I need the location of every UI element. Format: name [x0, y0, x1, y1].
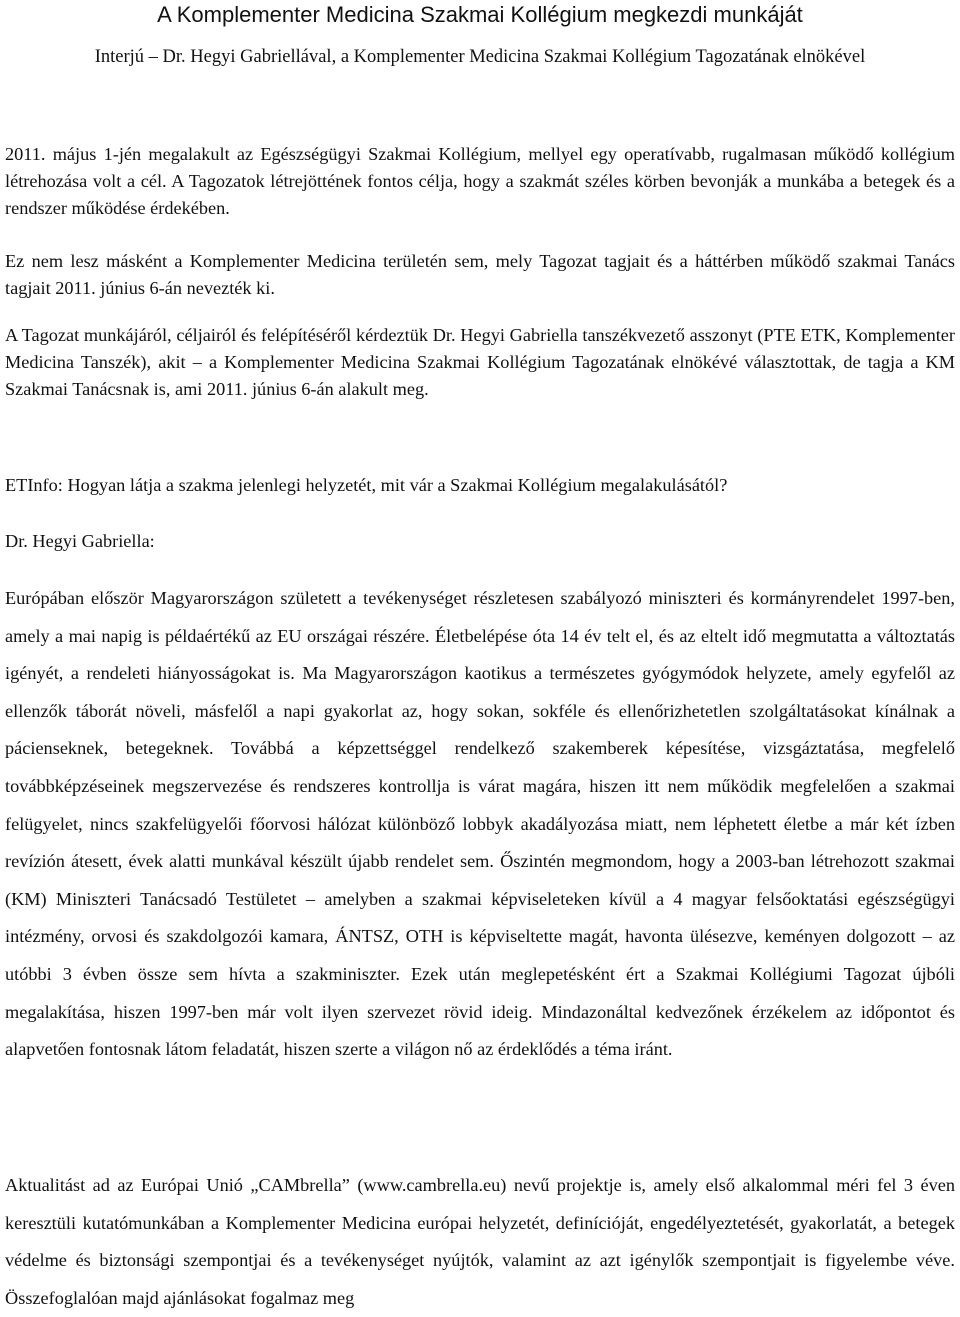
appointment-paragraph: Ez nem lesz másként a Komplementer Medicina területén sem, mely Tagozat tagjait és a háttérben működő szakmai Tanács tagjait 2011. június 6-án nevezték ki. — [5, 251, 955, 298]
interviewee-paragraph: A Tagozat munkájáról, céljairól és felépítéséről kérdeztük Dr. Hegyi Gabriella tanszékvezető asszonyt (PTE ETK, Komplementer Medicina Tanszék), akit – a Komplementer Medicina Szakmai Kollégium Tagozatának elnökévé választottak, de tagja a KM Szakmai Tanácsnak is, ami 2011. június 6-án alakult meg. — [5, 325, 955, 399]
document-subtitle: Interjú – Dr. Hegyi Gabriellával, a Komplementer Medicina Szakmai Kollégium Tagozatának elnökével — [94, 47, 866, 67]
document-title: A Komplementer Medicina Szakmai Kollégium megkezdi munkáját — [157, 2, 803, 27]
interview-question: ETInfo: Hogyan látja a szakma jelenlegi helyzetét, mit vár a Szakmai Kollégium megalakulásától? — [5, 475, 728, 495]
interview-speaker: Dr. Hegyi Gabriella: — [5, 531, 155, 551]
intro-paragraph: 2011. május 1-jén megalakult az Egészségügyi Szakmai Kollégium, mellyel egy operatívabb, rugalmasan működő kollégium létrehozása volt a cél. A Tagozatok létrejöttének fontos célja, hogy a szakmát széles körben bevonják a munkába a betegek és a rendszer működése érdekében. — [5, 144, 955, 218]
cambrella-paragraph: Aktualitást ad az Európai Unió „CAMbrella” (www.cambrella.eu) nevű projektje is, amely első alkalommal méri fel 3 éven keresztüli kutatómunkában a Komplementer Medicina európai helyzetét, definícióját, engedélyeztetését, gyakorlatát, a betegek védelme és biztonsági szempontjai és a tevékenységet nyújtók, valamint az azt igénylők szempontjait is figyelembe véve. Összefoglalóan majd ajánlásokat fogalmaz meg — [5, 1175, 955, 1308]
answer-paragraph: Európában először Magyarországon született a tevékenységet részletesen szabályozó miniszteri és kormányrendelet 1997-ben, amely a mai napig is példaértékű az EU országai részére. Életbelépése óta 14 év telt el, és az eltelt idő megmutatta a változtatás igényét, a rendeleti hiányosságokat is. Ma Magyarországon kaotikus a természetes gyógymódok helyzete, amely egyfelől az ellenzők táborát növeli, másfelől a napi gyakorlat az, hogy sokan, sokféle és ellenőrizhetetlen szolgáltatásokat kínálnak a pácienseknek, betegeknek. Továbbá a képzettséggel rendelkező szakemberek képesítése, vizsgáztatása, megfelelő továbbképzéseinek megszervezése és rendszeres kontrollja is várat magára, hiszen itt nem működik megfelelően a szakmai felügyelet, nincs szakfelügyelői főorvosi hálózat különböző lobbyk akadályozása miatt, nem léphetett életbe a már két ízben revízión átesett, évek alatti munkával készült újabb rendelet sem. Őszintén megmondom, hogy a 2003-ban létrehozott szakmai (KM) Miniszteri Tanácsadó Testületet – amelyben a szakmai képviseleteken kívül a 4 magyar felsőoktatási egészségügyi intézmény, orvosi és szakdolgozói kamara, ÁNTSZ, OTH is képviseltette magát, havonta ülésezve, keményen dolgozott – az utóbbi 3 évben össze sem hívta a szakminiszter. Ezek után meglepetésként ért a Szakmai Kollégiumi Tagozat újbóli megalakítása, hiszen 1997-ben már volt ilyen szervezet rövid ideig. Mindazonáltal kedvezőnek érzékelem az időpontot és alapvetően fontosnak látom feladatát, hiszen szerte a világon nő az érdeklődés a téma iránt. — [5, 588, 955, 1060]
